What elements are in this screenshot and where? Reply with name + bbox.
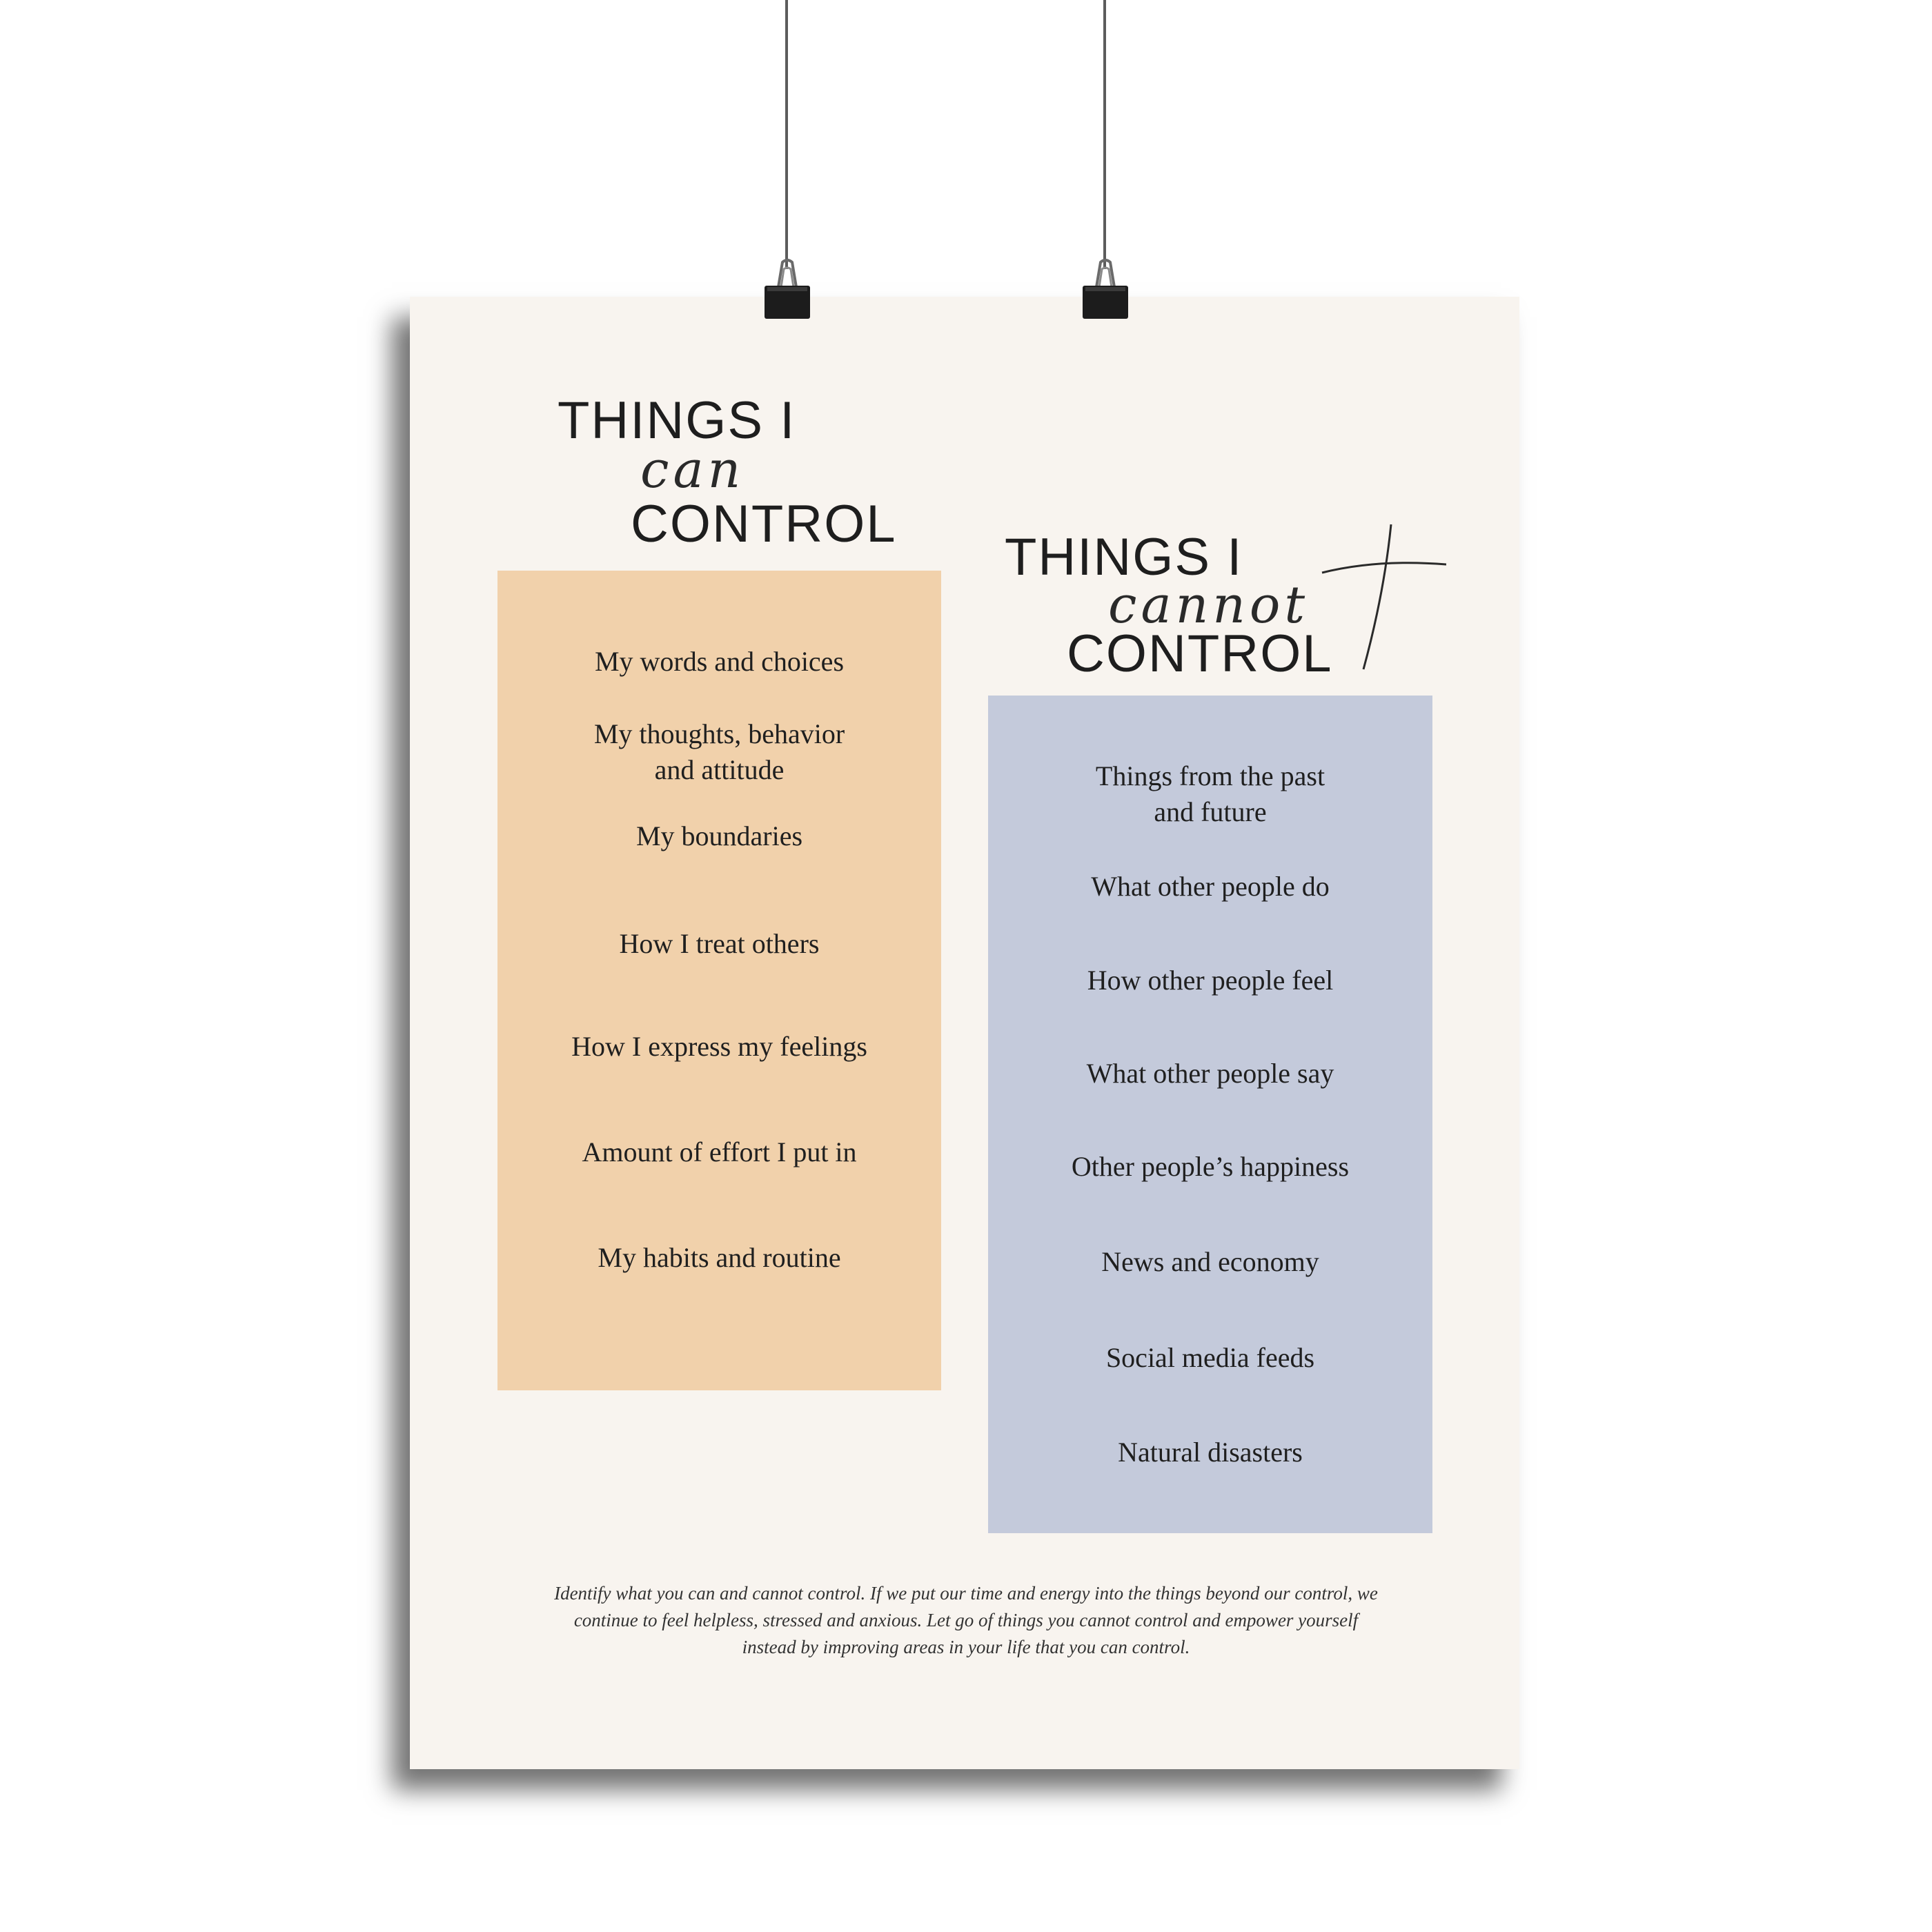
can-item: My boundaries: [635, 820, 803, 851]
heading-cannot-script: cannot: [1108, 575, 1310, 635]
hanging-wire-right: [1103, 0, 1106, 269]
binder-clip-icon: [1081, 258, 1130, 320]
cannot-item: Natural disasters: [1118, 1437, 1303, 1468]
heading-can-control: [558, 391, 916, 553]
cannot-item: Social media feeds: [1105, 1342, 1315, 1373]
footnote-text: Identify what you can and cannot control. If we put our time and energy into the things beyond our control, we continue to feel helpless, stressed and anxious. Let go of things you cannot control and empower yourself instead by improving areas in your life that you can control.: [554, 1583, 1378, 1657]
heading-can-line1: THINGS I: [558, 391, 796, 450]
cannot-item: Other people’s happiness: [1071, 1151, 1350, 1182]
cannot-item: News and economy: [1101, 1246, 1319, 1277]
script-flourish-icon: [1308, 511, 1446, 676]
cannot-item: What other people do: [1091, 871, 1330, 902]
can-item: My thoughts, behavior and attitude: [593, 718, 845, 785]
cannot-item: How other people feel: [1087, 965, 1334, 996]
binder-clip-icon: [763, 258, 811, 320]
can-item: How I treat others: [619, 928, 820, 959]
heading-can-line3: CONTROL: [631, 495, 897, 553]
heading-can-script: can: [640, 440, 745, 500]
cannot-item: Things from the past and future: [1095, 760, 1325, 827]
can-item: Amount of effort I put in: [582, 1136, 857, 1167]
can-item: My words and choices: [594, 646, 845, 677]
heading-cannot-line3: CONTROL: [1067, 624, 1333, 683]
cannot-item: What other people say: [1086, 1058, 1334, 1089]
can-item: My habits and routine: [598, 1242, 841, 1273]
can-item: How I express my feelings: [571, 1031, 867, 1062]
can-control-box: [497, 571, 941, 1390]
heading-cannot-control: [1005, 528, 1446, 697]
heading-cannot-line1: THINGS I: [1005, 528, 1243, 586]
cannot-control-box: [988, 696, 1432, 1533]
hanging-wire-left: [785, 0, 788, 269]
